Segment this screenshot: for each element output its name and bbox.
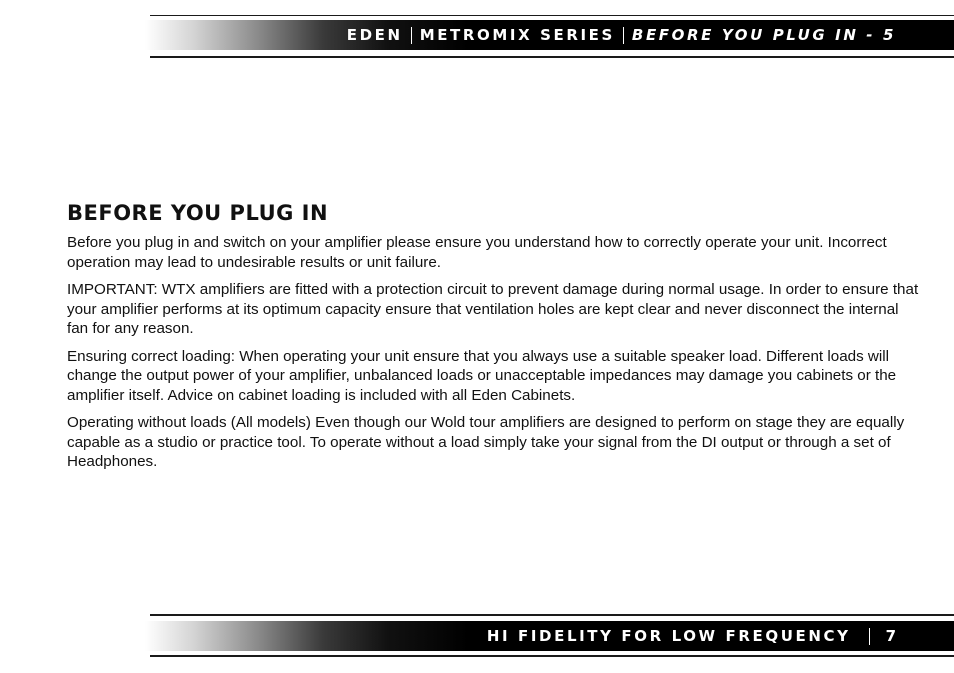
header-brand: EDEN (346, 26, 403, 44)
footer-rule-bottom (150, 655, 954, 657)
footer-separator (869, 628, 870, 645)
header-separator (411, 27, 412, 44)
page-footer (145, 621, 954, 651)
footer-tagline: HI FIDELITY FOR LOW FREQUENCY (486, 627, 851, 645)
footer-rule-top (150, 614, 954, 616)
header-rule-bottom (150, 56, 954, 58)
header-series: METROMIX SERIES (419, 26, 615, 44)
header-rule-top (150, 15, 954, 16)
header-section-page: BEFORE YOU PLUG IN - 5 (631, 26, 896, 44)
page-number: 7 (885, 627, 896, 645)
paragraph-intro: Before you plug in and switch on your amplifier please ensure you understand how to correctly operate your unit. Incorrect operation may lead to undesirable results or unit failure. (67, 234, 887, 271)
paragraph-important: IMPORTANT: WTX amplifiers are fitted with a protection circuit to prevent damage during normal usage. In order to ensure that your amplifier performs at its optimum capacity ensure that ventilation holes are kept clear and never disconnect the internal fan for any reason. (67, 281, 919, 337)
header-text (347, 20, 896, 50)
paragraph-without-loads: Operating without loads (All models) Even though our Wold tour amplifiers are designed to perform on stage they are equally capable as a studio or practice tool. To operate without a load simply take your signal from the DI output or through a set of Headphones. (67, 414, 905, 470)
page-header (145, 20, 954, 50)
main-content (67, 201, 919, 480)
footer-text (487, 621, 896, 651)
paragraph-loading: Ensuring correct loading: When operating your unit ensure that you always use a suitable speaker load. Different loads will change the output power of your amplifier, unbalanced loads or unacceptable impedances may damage you cabinets or the amplifier itself. Advice on cabinet loading is included with all Eden Cabinets. (67, 347, 897, 404)
section-title: BEFORE YOU PLUG IN (67, 201, 329, 225)
header-separator (623, 27, 624, 44)
